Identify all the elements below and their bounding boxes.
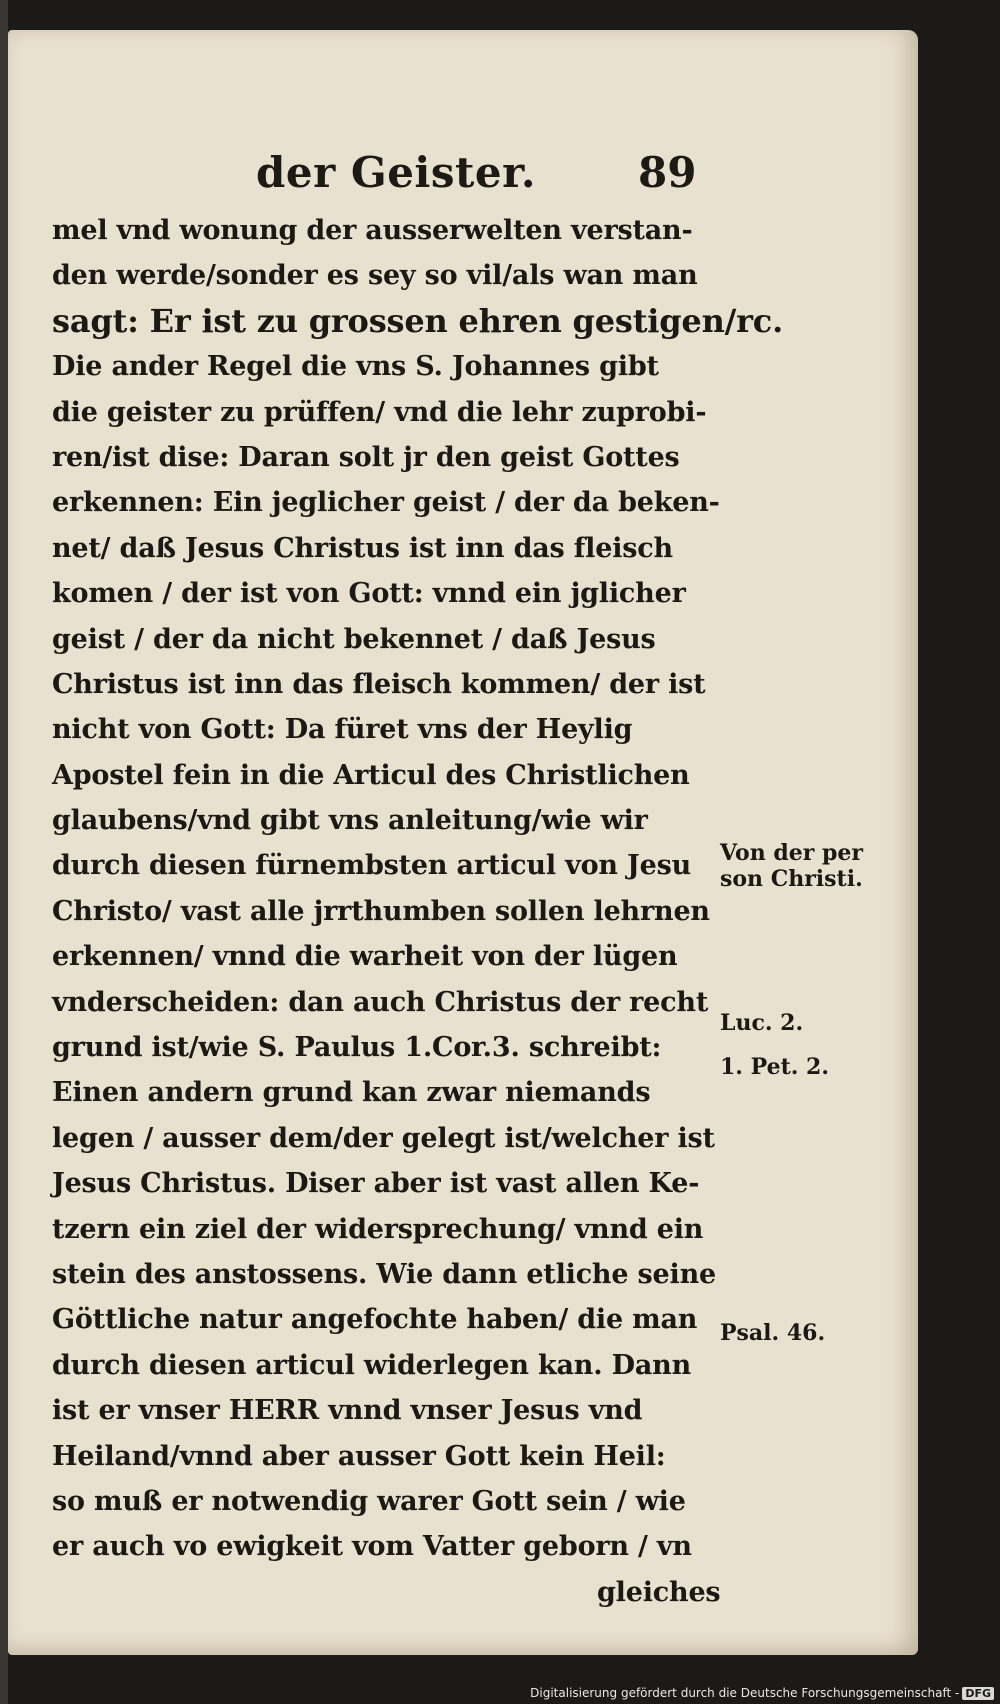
text-line: stein des anstossens. Wie dann etliche seine: [52, 1258, 716, 1290]
page-gutter: [0, 0, 8, 1704]
text-line: grund ist/wie S. Paulus 1.Cor.3. schreibt:: [52, 1032, 662, 1064]
book-page: [8, 30, 918, 1655]
margin-note-psal: Psal. 46.: [720, 1320, 826, 1346]
text-line: Heiland/vnnd aber ausser Gott kein Heil:: [52, 1440, 666, 1472]
catchword: gleiches: [597, 1576, 721, 1608]
text-line: Apostel fein in die Articul des Christlichen: [52, 759, 690, 791]
text-line: durch diesen articul widerlegen kan. Dann: [52, 1349, 692, 1381]
digitization-credit: [530, 1686, 994, 1700]
margin-note-luc: Luc. 2.: [720, 1010, 804, 1036]
text-line: ren/ist dise: Daran solt jr den geist Gottes: [52, 441, 680, 473]
text-line: geist / der da nicht bekennet / daß Jesus: [52, 623, 656, 655]
margin-note-person: [720, 840, 863, 892]
margin-note-line: son Christi.: [720, 866, 863, 892]
text-line: Die ander Regel die vns S. Johannes gibt: [52, 351, 659, 383]
text-line: komen / der ist von Gott: vnnd ein jglicher: [52, 578, 686, 610]
margin-note-pet: 1. Pet. 2.: [720, 1054, 830, 1080]
text-line: tzern ein ziel der widersprechung/ vnnd ein: [52, 1213, 704, 1245]
page-header: [8, 148, 918, 208]
text-line: die geister zu prüffen/ vnd die lehr zuprobi-: [52, 396, 707, 428]
running-head: der Geister.: [256, 148, 537, 197]
text-line: nicht von Gott: Da füret vns der Heylig: [52, 714, 633, 746]
text-line: er auch vo ewigkeit vom Vatter geborn / vn: [52, 1531, 692, 1563]
text-line: Christo/ vast alle jrrthumben sollen lehrnen: [52, 895, 710, 927]
text-line: ist er vnser HERR vnnd vnser Jesus vnd: [52, 1395, 643, 1427]
text-line: den werde/sonder es sey so vil/als wan man: [52, 260, 698, 292]
text-line: glaubens/vnd gibt vns anleitung/wie wir: [52, 805, 648, 837]
text-line: Göttliche natur angefochte haben/ die man: [52, 1304, 698, 1336]
text-line: net/ daß Jesus Christus ist inn das fleisch: [52, 532, 673, 564]
margin-note-line: Von der per: [720, 840, 863, 866]
page-number: 89: [638, 148, 697, 197]
text-line: mel vnd wonung der ausserwelten verstan-: [52, 215, 693, 246]
text-line: so muß er notwendig warer Gott sein / wie: [52, 1485, 686, 1517]
dfg-logo: DFG: [962, 1687, 994, 1700]
text-line: vnderscheiden: dan auch Christus der recht: [52, 986, 709, 1018]
text-line: legen / ausser dem/der gelegt ist/welcher ist: [52, 1122, 715, 1154]
text-line: erkennen: Ein jeglicher geist / der da beken-: [52, 487, 720, 519]
text-line: Jesus Christus. Diser aber ist vast allen Ke-: [52, 1168, 700, 1200]
text-line: durch diesen fürnembsten articul von Jesu: [52, 850, 692, 882]
text-line: sagt: Er ist zu grossen ehren gestigen/rc.: [52, 301, 784, 340]
text-line: erkennen/ vnnd die warheit von der lügen: [52, 941, 678, 973]
credit-text: Digitalisierung gefördert durch die Deutsche Forschungsgemeinschaft -: [530, 1686, 960, 1700]
text-line: Christus ist inn das fleisch kommen/ der ist: [52, 668, 706, 700]
text-line: Einen andern grund kan zwar niemands: [52, 1077, 651, 1109]
